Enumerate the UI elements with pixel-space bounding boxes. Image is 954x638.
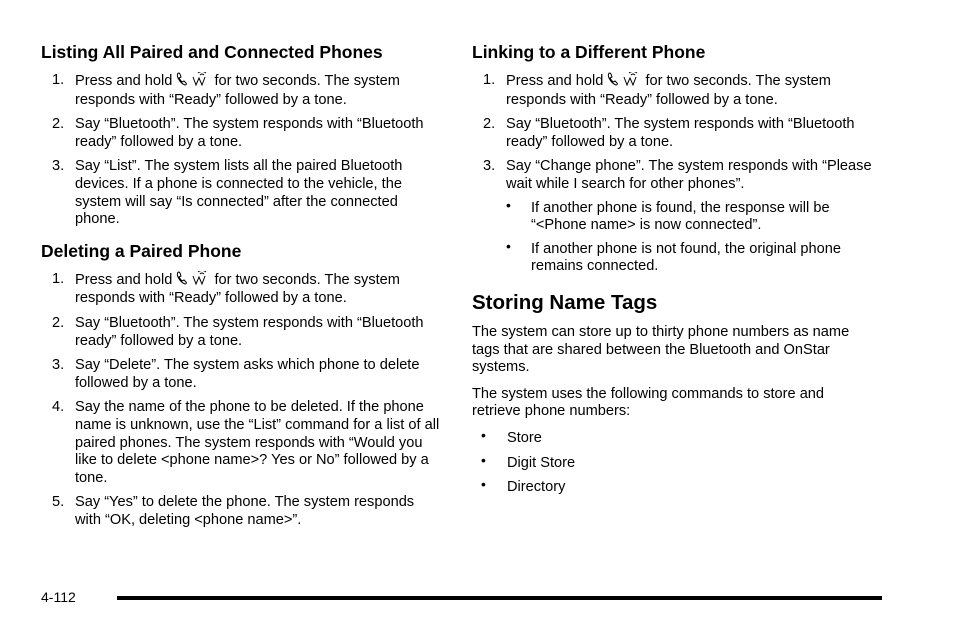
step-item: 5. Say “Yes” to delete the phone. The system responds with “OK, deleting <phone name>”. — [52, 494, 415, 528]
step-item: 2. Say “Bluetooth”. The system responds with “Bluetooth ready” followed by a tone. — [52, 116, 424, 150]
step-item: 1. Press and hold for two seconds. The system responds with “Ready” followed by a tone. — [483, 72, 831, 108]
bullet-item: • Directory — [472, 479, 872, 497]
section-heading-major: Storing Name Tags — [472, 290, 658, 314]
step-item: 3. Say “Change phone”. The system responds with “Please wait while I search for other phones”. • If another phone is found, the response will be “<Phone name> is now connected”. • If another phone is not found, the original phone remains connected. — [472, 158, 872, 276]
sub-bullet-item: • If another phone is not found, the original phone remains connected. — [506, 241, 872, 276]
push-to-talk-icon — [607, 72, 641, 92]
step-item: 3. Say “List”. The system lists all the paired Bluetooth devices. If a phone is connected to the vehicle, the system will say “Is connected” after the connected phone. — [52, 158, 403, 228]
section-listing-phones — [41, 40, 444, 229]
step-item: 3. Say “Delete”. The system asks which phone to delete followed by a tone. — [52, 357, 420, 391]
left-column — [41, 40, 444, 539]
step-item: 2. Say “Bluetooth”. The system responds with “Bluetooth ready” followed by a tone. — [52, 314, 424, 349]
section-heading: Deleting a Paired Phone — [41, 240, 242, 261]
steps-list — [41, 271, 444, 530]
step-item: 4. Say the name of the phone to be deleted. If the phone name is unknown, use the “List” command for a list of all paired phones. The system responds with “Would you like to delete <phone name>? Yes or No” followed by a tone. — [52, 399, 440, 486]
section-heading: Linking to a Different Phone — [472, 42, 706, 62]
section-linking-phone — [472, 40, 872, 276]
section-heading: Listing All Paired and Connected Phones — [41, 42, 383, 62]
bullet-item: • Store — [472, 430, 872, 448]
paragraph: The system can store up to thirty phone numbers as name tags that are shared between the Bluetooth and OnStar systems. — [472, 323, 850, 376]
right-column — [472, 40, 872, 504]
steps-list — [472, 72, 872, 276]
step-item: 1. Press and hold for two seconds. The system responds with “Ready” followed by a tone. — [52, 72, 400, 108]
section-deleting-phone — [41, 239, 444, 530]
push-to-talk-icon — [176, 271, 210, 291]
sub-bullet-list — [506, 200, 872, 276]
push-to-talk-icon — [176, 72, 210, 92]
step-item: 2. Say “Bluetooth”. The system responds with “Bluetooth ready” followed by a tone. — [483, 116, 855, 150]
command-bullet-list — [472, 430, 872, 497]
footer-rule — [117, 596, 882, 600]
steps-list — [41, 72, 444, 229]
section-storing-name-tags — [472, 290, 872, 497]
paragraph: The system uses the following commands to store and retrieve phone numbers: — [472, 385, 825, 420]
page-number: 4-112 — [41, 589, 76, 605]
step-item: 1. Press and hold for two seconds. The system responds with “Ready” followed by a tone. — [52, 270, 400, 307]
bullet-item: • Digit Store — [472, 455, 872, 473]
sub-bullet-item: • If another phone is found, the response will be “<Phone name> is now connected”. — [506, 200, 872, 235]
